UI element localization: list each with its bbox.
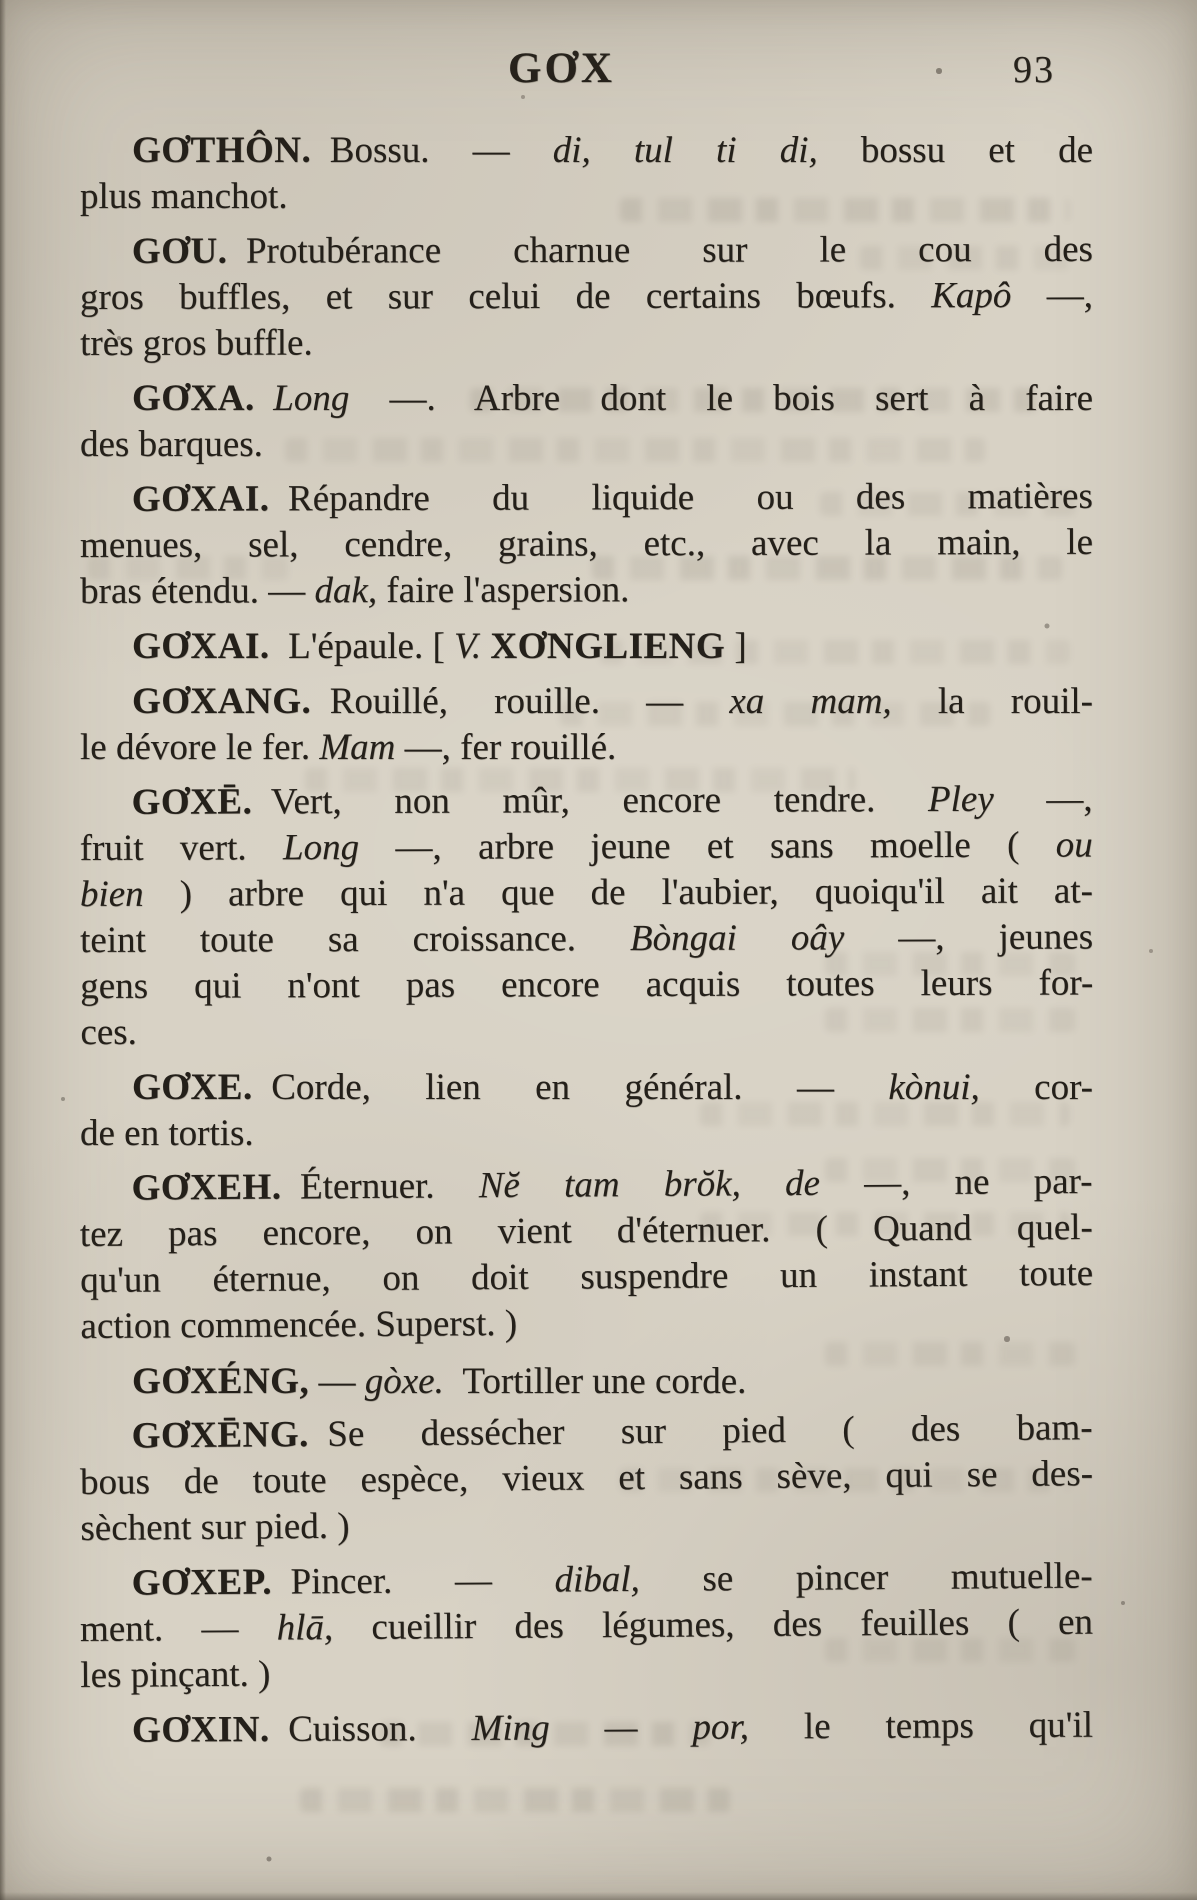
dictionary-entry bbox=[80, 128, 1093, 220]
definition-text: Se dessécher sur pied ( des bam- bbox=[308, 1407, 1093, 1456]
page-header bbox=[0, 44, 1197, 104]
definition-text: ] bbox=[725, 626, 747, 667]
native-example: dak, bbox=[314, 570, 378, 612]
native-example: V. bbox=[454, 626, 482, 667]
headword: GƠXAI. bbox=[131, 478, 270, 520]
definition-text: faire l'aspersion. bbox=[377, 569, 630, 612]
definition-text: Répandre du liquide ou des matières bbox=[269, 475, 1093, 520]
headword: GƠXÉNG, bbox=[132, 1361, 310, 1402]
headword: GƠXEH. bbox=[131, 1166, 282, 1209]
headword: GƠXE. bbox=[132, 1067, 253, 1108]
native-example: ou bbox=[1055, 824, 1093, 866]
definition-text bbox=[481, 626, 490, 667]
definition-text: tez pas encore, on vient d'éternuer. ( Quand quel- bbox=[79, 1206, 1093, 1256]
entry-first-line bbox=[80, 376, 1093, 422]
definition-text: teint toute sa croissance. bbox=[80, 918, 631, 961]
definition-text: sèchent sur pied. ) bbox=[80, 1505, 350, 1549]
definition-text: Rouillé, rouille. — bbox=[311, 681, 730, 722]
native-example: Bòngai oây bbox=[629, 917, 845, 960]
definition-text: menues, sel, cendre, grains, etc., avec la main, le bbox=[79, 521, 1094, 566]
entry-first-line bbox=[80, 128, 1093, 174]
native-example: kònui, bbox=[888, 1067, 980, 1108]
dictionary-entry bbox=[79, 1554, 1093, 1699]
dictionary-entry bbox=[79, 1405, 1093, 1552]
definition-text: plus manchot. bbox=[80, 176, 288, 217]
entry-line bbox=[80, 1251, 1093, 1304]
headword: GƠXĒ. bbox=[131, 781, 253, 823]
dictionary-entry bbox=[80, 376, 1093, 468]
page-number: 93 bbox=[1013, 49, 1055, 91]
definition-text: fruit vert. bbox=[79, 827, 284, 870]
dictionary-entry bbox=[80, 776, 1094, 1056]
entry-first-line bbox=[79, 1554, 1092, 1607]
dictionary-entry bbox=[79, 1159, 1093, 1350]
entry-line bbox=[80, 174, 1093, 220]
native-example: gòxe. bbox=[364, 1361, 444, 1402]
definition-text: les pinçant. ) bbox=[80, 1653, 271, 1696]
definition-text: Tortiller une corde. bbox=[443, 1361, 747, 1402]
native-example: dibal, bbox=[554, 1558, 640, 1601]
entry-line bbox=[80, 1297, 1093, 1350]
headword: GƠU. bbox=[131, 230, 228, 272]
entry-line bbox=[80, 319, 1093, 367]
entry-line bbox=[80, 725, 1093, 771]
definition-text: Pincer. — bbox=[271, 1559, 555, 1603]
definition-text: —, bbox=[1011, 274, 1094, 317]
definition-text: Bossu. — bbox=[311, 130, 553, 171]
entry-line bbox=[80, 1646, 1093, 1699]
entry-line bbox=[80, 1006, 1093, 1056]
entries bbox=[80, 128, 1093, 1754]
definition-text: qu'un éternue, on doit suspendre un instant toute bbox=[80, 1252, 1094, 1301]
headword: GƠXAI. bbox=[132, 626, 270, 667]
native-example: Kapô bbox=[931, 275, 1012, 317]
running-head: GƠX bbox=[508, 45, 615, 92]
headword: GƠTHÔN. bbox=[132, 130, 312, 171]
definition-text: —, arbre jeune et sans moelle ( bbox=[358, 824, 1056, 869]
native-example: Mam bbox=[319, 727, 396, 768]
entry-first-line bbox=[79, 1159, 1092, 1212]
definition-text: ) arbre qui n'a que de l'aubier, quoiqu'il ait at- bbox=[143, 870, 1093, 915]
definition-text: —, ne par- bbox=[819, 1160, 1093, 1204]
entry-first-line bbox=[80, 679, 1093, 725]
entry-first-line bbox=[80, 1065, 1093, 1111]
definition-text bbox=[255, 378, 274, 419]
entry-line bbox=[80, 1600, 1093, 1653]
headword: GƠXA. bbox=[132, 378, 255, 419]
entry-line bbox=[80, 422, 1093, 468]
definition-text: Protubérance charnue sur le cou des bbox=[227, 228, 1093, 272]
definition-text: Cuisson. bbox=[269, 1707, 472, 1751]
native-example: Pley bbox=[927, 778, 994, 821]
native-example: Long bbox=[273, 378, 350, 419]
definition-text: ment. — bbox=[79, 1607, 277, 1650]
entry-line bbox=[80, 1205, 1093, 1258]
dictionary-entry bbox=[80, 1359, 1093, 1405]
definition-text: le temps qu'il bbox=[748, 1704, 1094, 1748]
native-example: di, tul ti di, bbox=[552, 130, 818, 171]
entry-first-line bbox=[80, 474, 1093, 523]
dictionary-entry bbox=[80, 1703, 1093, 1754]
definition-text: très gros buffle. bbox=[80, 322, 313, 364]
definition-text: bous de toute espèce, vieux et sans sève, qui se des- bbox=[79, 1453, 1094, 1503]
definition-text: gens qui n'ont pas encore acquis toutes leurs for- bbox=[80, 962, 1094, 1007]
native-example: Ming — por, bbox=[471, 1706, 750, 1749]
definition-text: bras étendu. — bbox=[80, 570, 315, 612]
entry-first-line bbox=[80, 776, 1093, 826]
dictionary-entry bbox=[80, 227, 1093, 367]
native-example: Nĕ tam brŏk, de bbox=[478, 1162, 821, 1207]
entry-line bbox=[80, 960, 1093, 1010]
entry-first-line bbox=[80, 1359, 1093, 1405]
native-example: bien bbox=[79, 873, 144, 915]
dictionary-entry bbox=[80, 474, 1093, 615]
definition-text: action commencée. Superst. ) bbox=[80, 1302, 518, 1347]
definition-text: la rouil- bbox=[891, 681, 1093, 722]
bleed-through-ghost bbox=[300, 1788, 730, 1812]
entry-line bbox=[80, 566, 1093, 615]
entry-first-line bbox=[80, 1703, 1093, 1754]
definition-text: bossu et de bbox=[817, 130, 1093, 171]
definition-text: cueillir des légumes, des feuilles ( en bbox=[333, 1601, 1094, 1649]
entry-line bbox=[80, 822, 1093, 872]
definition-text: —, jeunes bbox=[844, 916, 1094, 959]
definition-text: —, bbox=[993, 778, 1093, 820]
entry-line bbox=[80, 914, 1093, 964]
definition-text: Vert, non mûr, encore tendre. bbox=[252, 779, 929, 823]
native-example: Long bbox=[282, 827, 360, 869]
definition-text: Corde, lien en général. — bbox=[252, 1067, 889, 1108]
page-edge-shadow-bottom bbox=[0, 1892, 1197, 1900]
definition-text: —. Arbre dont le bois sert à faire bbox=[349, 378, 1093, 419]
definition-text: de en tortis. bbox=[80, 1113, 254, 1154]
definition-text: ces. bbox=[80, 1011, 137, 1053]
definition-text: le dévore le fer. bbox=[80, 727, 320, 768]
headword: XƠNGLIENG bbox=[490, 626, 726, 667]
entry-first-line bbox=[80, 624, 1093, 670]
definition-text: des barques. bbox=[80, 424, 263, 465]
dictionary-entry bbox=[80, 679, 1093, 771]
entry-line bbox=[80, 1451, 1093, 1506]
entry-line bbox=[80, 1497, 1093, 1552]
entry-line bbox=[80, 520, 1093, 569]
definition-text: L'épaule. [ bbox=[269, 626, 455, 667]
entry-line bbox=[80, 1111, 1093, 1157]
native-example: hlā, bbox=[276, 1607, 334, 1649]
definition-text: gros buffles, et sur celui de certains bœufs. bbox=[79, 275, 932, 318]
entry-line bbox=[80, 868, 1093, 918]
headword: GƠXEP. bbox=[131, 1561, 273, 1604]
dictionary-entry bbox=[80, 1065, 1093, 1157]
page-edge-shadow-left bbox=[0, 0, 6, 1900]
headword: GƠXĒNG. bbox=[131, 1414, 309, 1457]
definition-text: Éternuer. bbox=[281, 1165, 479, 1208]
definition-text: se pincer mutuelle- bbox=[639, 1555, 1093, 1600]
headword: GƠXIN. bbox=[131, 1709, 270, 1751]
dictionary-entry bbox=[80, 624, 1093, 670]
headword: GƠXANG. bbox=[132, 681, 312, 722]
definition-text: —, fer rouillé. bbox=[395, 727, 617, 768]
entry-line bbox=[80, 273, 1093, 321]
entry-first-line bbox=[80, 227, 1093, 275]
definition-text: cor- bbox=[979, 1067, 1093, 1108]
native-example: xa mam, bbox=[729, 681, 892, 722]
definition-text: — bbox=[309, 1361, 365, 1402]
